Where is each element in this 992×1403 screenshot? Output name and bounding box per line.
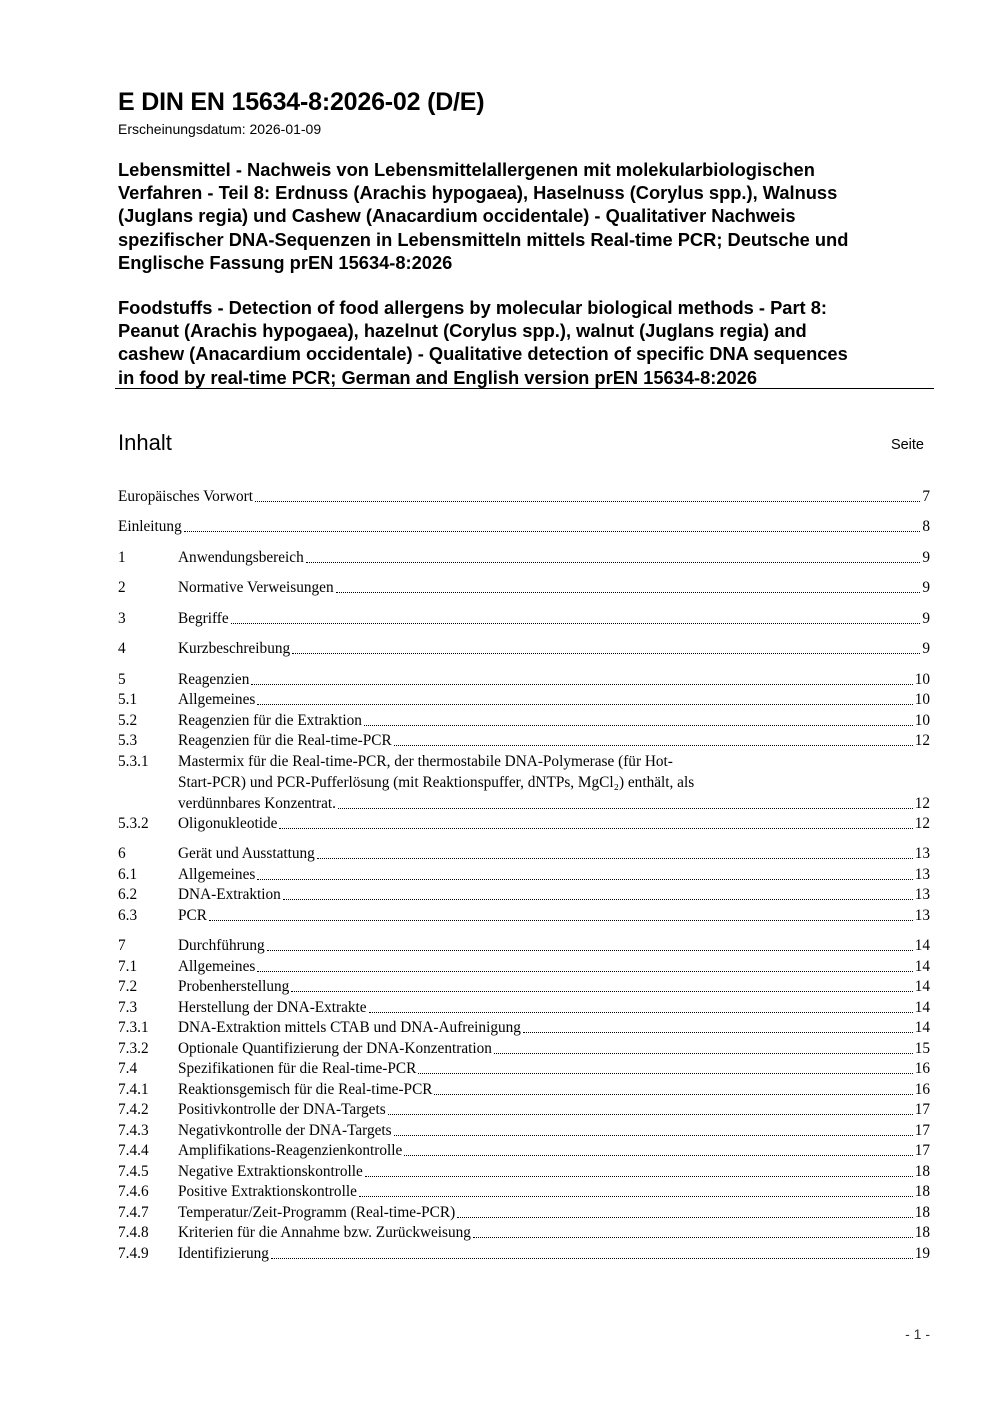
toc-dot-leader [388,1114,913,1115]
toc-dot-leader [267,950,913,951]
toc-entry-page: 10 [914,691,930,708]
toc-entry-title: Optionale Quantifizierung der DNA-Konzentration [178,1040,492,1057]
toc-entry[interactable] [118,690,930,709]
toc-entry-page: 14 [914,999,930,1016]
toc-entry[interactable] [118,885,930,904]
toc-dot-leader [457,1217,913,1218]
toc-entry-page: 16 [914,1081,930,1098]
toc-entry[interactable] [118,844,930,863]
toc-entry-page: 9 [922,579,930,596]
toc-entry-title: Allgemeines [178,866,256,883]
toc-entry-title: verdünnbares Konzentrat. [178,795,337,812]
publication-date: Erscheinungsdatum: 2026-01-09 [118,121,322,137]
toc-dot-leader [434,1094,912,1095]
title-english [118,296,934,389]
toc-entry[interactable] [118,1223,930,1242]
toc-entry-page: 13 [914,886,930,903]
document-number: E DIN EN 15634-8:2026-02 (D/E) [118,88,485,116]
toc-dot-leader [271,1258,913,1259]
toc-entry-page: 12 [914,732,930,749]
toc-entry-number: 7.4.7 [118,1204,149,1221]
toc-entry-title: Negative Extraktionskontrolle [178,1163,363,1180]
toc-entry-number: 7.3 [118,999,138,1016]
toc-entry-number: 5.2 [118,712,138,729]
toc-entry-title: Positivkontrolle der DNA-Targets [178,1101,386,1118]
toc-dot-leader [394,1135,913,1136]
toc-entry-number: 6.1 [118,866,138,883]
toc-entry-number: 5.3.2 [118,815,149,832]
toc-dot-leader [369,1012,913,1013]
toc-entry-title: Herstellung der DNA-Extrakte [178,999,367,1016]
toc-dot-leader [306,562,921,563]
toc-entry-number: 7.4.3 [118,1122,149,1139]
toc-entry-page: 12 [914,795,930,812]
toc-dot-leader [394,745,913,746]
toc-dot-leader [418,1073,912,1074]
toc-entry-number: 5.3 [118,732,138,749]
toc-dot-leader [257,971,912,972]
toc-entry[interactable] [118,998,930,1017]
toc-entry-number: 4 [118,640,126,657]
toc-entry-page: 13 [914,845,930,862]
toc-entry-number: 7.1 [118,958,138,975]
toc-entry-page: 13 [914,866,930,883]
toc-dot-leader [364,725,913,726]
toc-entry-page: 10 [914,712,930,729]
toc-entry[interactable] [118,487,930,506]
toc-dot-leader [359,1196,913,1197]
toc-dot-leader [473,1237,913,1238]
toc-entry-number: 7.4.4 [118,1142,149,1159]
toc-entry-number: 7.3.1 [118,1019,149,1036]
toc-dot-leader [292,653,920,654]
toc-entry-page: 17 [914,1122,930,1139]
toc-dot-leader [523,1032,913,1033]
toc-entry-title: Normative Verweisungen [178,579,334,596]
toc-dot-leader [338,808,913,809]
toc-dot-leader [184,531,921,532]
toc-entry[interactable] [118,731,930,750]
toc-entry-title: Amplifikations-Reagenzienkontrolle [178,1142,403,1159]
toc-entry-page: 16 [914,1060,930,1077]
toc-entry-number: 7 [118,937,126,954]
toc-entry[interactable] [118,906,930,925]
toc-entry[interactable] [118,1203,930,1222]
toc-dot-leader [257,879,912,880]
toc-dot-leader [317,858,913,859]
title-english-line: Peanut (Arachis hypogaea), hazelnut (Corylus spp.), walnut (Juglans regia) and [118,320,807,342]
toc-entry-page: 18 [914,1183,930,1200]
toc-entry[interactable] [118,936,930,955]
toc-entry-page: 14 [914,978,930,995]
title-german-line: Verfahren - Teil 8: Erdnuss (Arachis hypogaea), Haselnuss (Corylus spp.), Walnuss [118,182,838,204]
toc-entry-title: Kriterien für die Annahme bzw. Zurückweisung [178,1224,471,1241]
toc-entry-page: 18 [914,1224,930,1241]
toc-entry-number: 7.4.1 [118,1081,149,1098]
toc-entry-number: 7.4.6 [118,1183,149,1200]
toc-entry-title: Identifizierung [178,1245,269,1262]
title-german-line: Englische Fassung prEN 15634-8:2026 [118,251,453,273]
toc-entry-title: Gerät und Ausstattung [178,845,315,862]
toc-entry[interactable] [118,1018,930,1037]
toc-entry-title: Start-PCR) und PCR-Pufferlösung (mit Reaktionspuffer, dNTPs, MgCl₂) enthält, als [178,774,695,791]
toc-entry[interactable] [118,1100,930,1119]
toc-entry[interactable] [118,548,930,567]
toc-dot-leader [283,899,913,900]
page-number: - 1 - [905,1326,930,1342]
toc-entry[interactable] [118,1039,930,1058]
toc-dot-leader [494,1053,913,1054]
toc-dot-leader [251,684,912,685]
title-german-line: Lebensmittel - Nachweis von Lebensmittelallergenen mit molekularbiologischen [118,159,815,180]
toc-entry-page: 14 [914,958,930,975]
toc-entry-title: Reagenzien [178,671,250,688]
toc-dot-leader [279,828,912,829]
toc-entry-title: Einleitung [118,518,182,535]
toc-entry-page: 14 [914,937,930,954]
title-english-line: in food by real-time PCR; German and English version prEN 15634-8:2026 [118,366,758,388]
toc-entry-title: DNA-Extraktion mittels CTAB und DNA-Aufreinigung [178,1019,521,1036]
toc-entry[interactable] [118,1080,930,1099]
toc-entry-page: 12 [914,815,930,832]
toc-entry[interactable] [118,711,930,730]
toc-entry[interactable] [118,1182,930,1201]
toc-entry-page: 17 [914,1101,930,1118]
toc-entry-number: 2 [118,579,126,596]
toc-dot-leader [365,1176,913,1177]
toc-entry-page: 19 [914,1245,930,1262]
toc-entry-title: Temperatur/Zeit-Programm (Real-time-PCR) [178,1204,456,1221]
title-english-line: cashew (Anacardium occidentale) - Qualitative detection of specific DNA sequences [118,343,848,365]
toc-entry[interactable] [118,578,930,597]
toc-entry-page: 14 [914,1019,930,1036]
title-german-line: (Juglans regia) und Cashew (Anacardium occidentale) - Qualitativer Nachweis [118,205,796,227]
toc-entry[interactable] [118,609,930,628]
toc-entry-page: 9 [922,610,930,627]
toc-entry-title: Reaktionsgemisch für die Real-time-PCR [178,1081,433,1098]
toc-entry-number: 5.1 [118,691,138,708]
title-german [118,158,934,274]
toc-entry-number: 1 [118,549,126,566]
toc-entry[interactable] [118,957,930,976]
toc-entry-title: Probenherstellung [178,978,290,995]
toc-entry-number: 5.3.1 [118,753,149,770]
toc-entry-page: 17 [914,1142,930,1159]
toc-entry-title: Allgemeines [178,958,256,975]
toc-entry[interactable] [118,814,930,833]
toc-entry-page: 7 [922,488,930,505]
toc-entry-number: 7.2 [118,978,138,995]
toc-entry-page: 8 [922,518,930,535]
toc-entry[interactable] [118,1141,930,1160]
toc-dot-leader [255,501,920,502]
toc-dot-leader [336,592,921,593]
toc-entry-page: 9 [922,549,930,566]
toc-entry[interactable] [118,752,930,814]
toc-entry-number: 7.4 [118,1060,138,1077]
title-english-line: Foodstuffs - Detection of food allergens by molecular biological methods - Part 8: [118,297,827,318]
toc-entry-title: Begriffe [178,610,229,627]
toc-entry[interactable] [118,517,930,536]
toc-entry-title: Europäisches Vorwort [118,488,253,505]
toc-entry-page: 13 [914,907,930,924]
toc-entry[interactable] [118,639,930,658]
toc-entry[interactable] [118,977,930,996]
title-divider [115,388,934,389]
toc-entry-number: 7.4.9 [118,1245,149,1262]
toc-entry-title: DNA-Extraktion [178,886,281,903]
toc-entry-title: Kurzbeschreibung [178,640,291,657]
toc-entry-page: 9 [922,640,930,657]
toc-dot-leader [291,991,912,992]
toc-entry-number: 7.4.5 [118,1163,149,1180]
toc-entry-number: 7.4.2 [118,1101,149,1118]
toc-entry-number: 5 [118,671,126,688]
toc-entry-title: PCR [178,907,207,924]
toc-entry-title: Mastermix für die Real-time-PCR, der thermostabile DNA-Polymerase (für Hot- [178,753,673,770]
toc-entry-page: 18 [914,1163,930,1180]
toc-dot-leader [231,623,921,624]
toc-entry-number: 6.3 [118,907,138,924]
toc-dot-leader [209,920,913,921]
toc-dot-leader [257,704,912,705]
toc-entry[interactable] [118,670,930,689]
toc-entry-page: 15 [914,1040,930,1057]
toc-entry-number: 6.2 [118,886,138,903]
toc-entry-number: 6 [118,845,126,862]
toc-entry-title: Spezifikationen für die Real-time-PCR [178,1060,417,1077]
toc-entry-title: Reagenzien für die Extraktion [178,712,362,729]
toc-entry-title: Durchführung [178,937,265,954]
toc-entry[interactable] [118,1121,930,1140]
toc-entry[interactable] [118,865,930,884]
toc-dot-leader [404,1155,912,1156]
toc-entry-number: 7.3.2 [118,1040,149,1057]
toc-entry-title: Oligonukleotide [178,815,278,832]
toc-entry-title: Allgemeines [178,691,256,708]
toc-entry[interactable] [118,1244,930,1263]
toc-entry[interactable] [118,1059,930,1078]
toc-entry[interactable] [118,1162,930,1181]
toc-entry-title: Anwendungsbereich [178,549,304,566]
toc-entry-title: Negativkontrolle der DNA-Targets [178,1122,392,1139]
toc-entry-page: 10 [914,671,930,688]
toc-entry-page: 18 [914,1204,930,1221]
toc-entry-number: 3 [118,610,126,627]
toc-entry-number: 7.4.8 [118,1224,149,1241]
toc-entry-title: Reagenzien für die Real-time-PCR [178,732,392,749]
toc-heading: Inhalt [118,430,172,455]
title-german-line: spezifischer DNA-Sequenzen in Lebensmitteln mittels Real-time PCR; Deutsche und [118,228,849,250]
toc-page-column-heading: Seite [890,437,924,453]
toc-entry-title: Positive Extraktionskontrolle [178,1183,357,1200]
